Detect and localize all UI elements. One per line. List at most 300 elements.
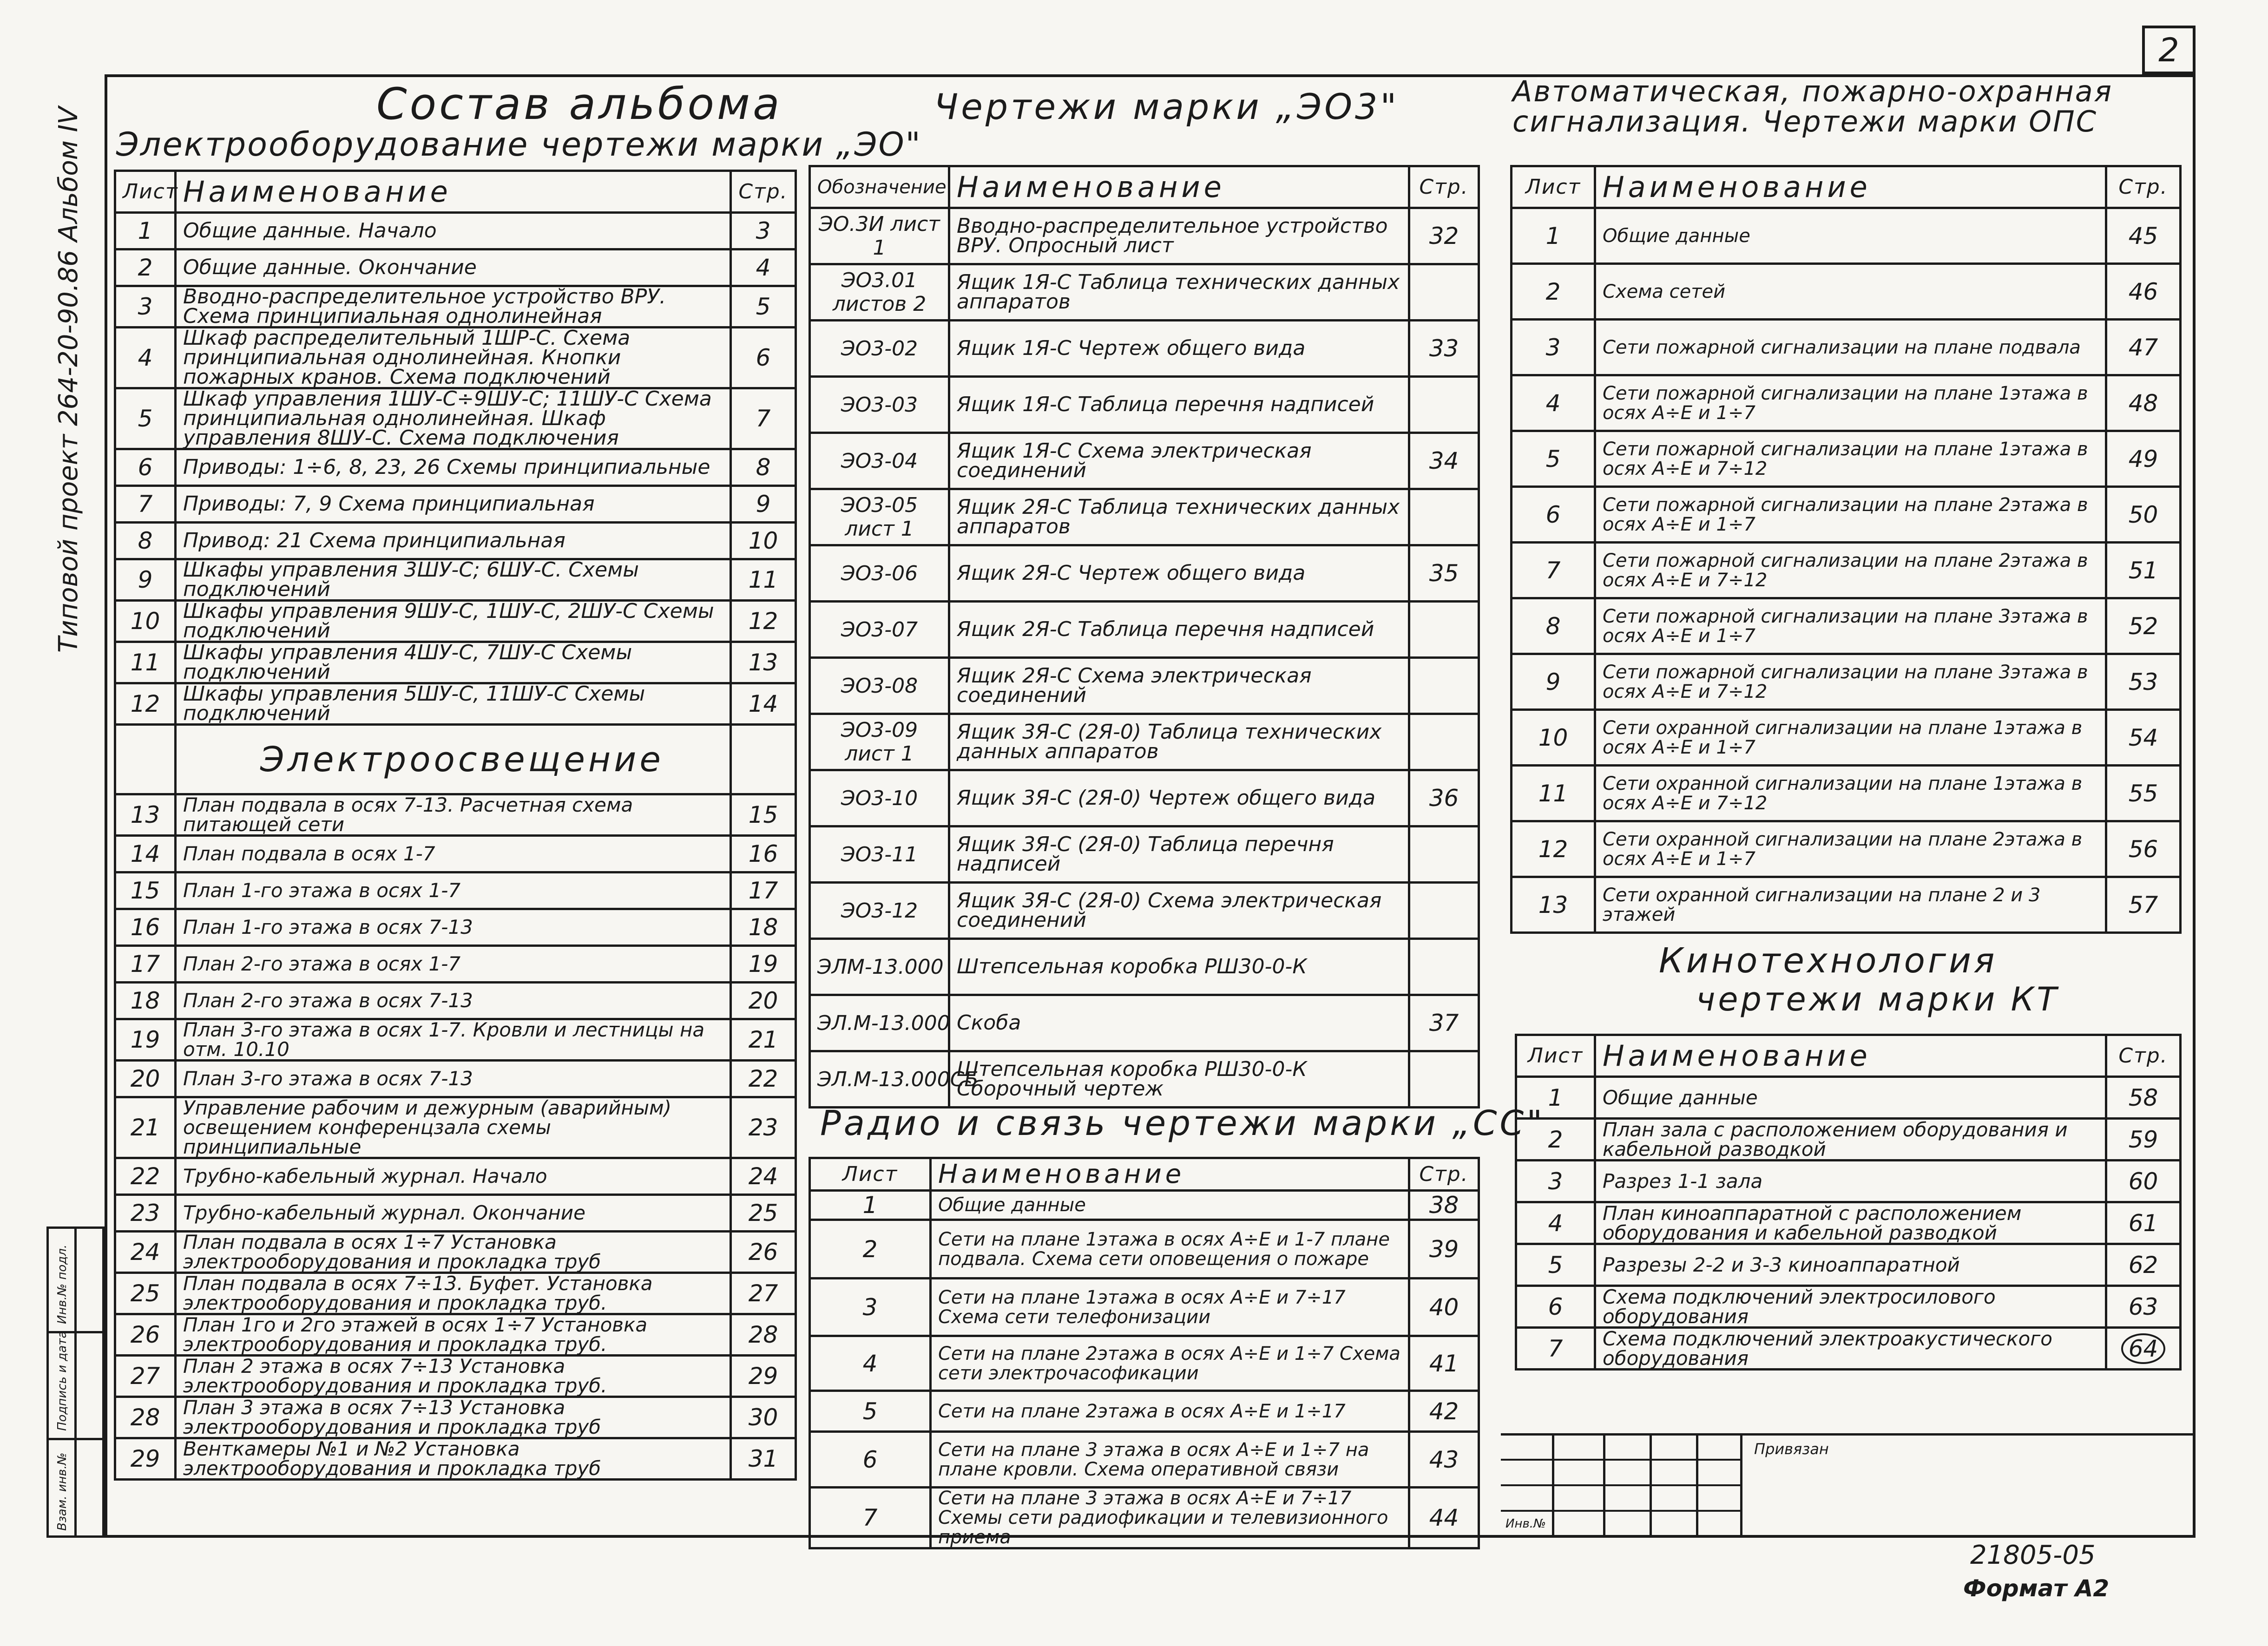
cell-name: План 3 этажа в осях 7÷13 Установка электрооборудования и прокладка труб <box>176 1397 731 1438</box>
cell-name: Сети на плане 1этажа в осях А÷Е и 7÷17 Схема сети телефонизации <box>931 1279 1409 1336</box>
table-row <box>115 1314 796 1356</box>
cell-name: Сети пожарной сигнализации на плане 2этажа в осях А÷Е и 1÷7 <box>1595 487 2106 543</box>
cell-name: План 1го и 2го этажей в осях 1÷7 Установка электрооборудования и прокладка труб. <box>176 1314 731 1356</box>
cell-name: Ящик 1Я-С Таблица технических данных аппаратов <box>949 264 1409 321</box>
table-row <box>115 1097 796 1158</box>
cell-page: 62 <box>2106 1244 2181 1286</box>
cell-name: Ящик 2Я-С Схема электрическая соединений <box>949 658 1409 714</box>
header-sheet: Лист <box>1512 166 1595 208</box>
cell-name: Схема подключений электросилового оборудования <box>1595 1286 2106 1328</box>
cell-page: 18 <box>731 909 796 946</box>
cell-name: Привод: 21 Схема принципиальная <box>176 523 731 559</box>
table-row <box>810 1488 1479 1548</box>
cell-code: ЭО3-02 <box>810 321 949 377</box>
ops-title-line1: Автоматическая, пожарно-охранная <box>1512 74 2113 108</box>
cell-name: План 2 этажа в осях 7÷13 Установка электрооборудования и прокладка труб. <box>176 1356 731 1397</box>
cell-page: 47 <box>2106 320 2181 375</box>
ops-table <box>1510 165 2182 934</box>
cell-code: ЭО.3И лист 1 <box>810 208 949 264</box>
cell-page: 58 <box>2106 1077 2181 1119</box>
cell-sheet: 19 <box>115 1019 176 1061</box>
table-row <box>115 1232 796 1273</box>
cell-name: Ящик 1Я-С Чертеж общего вида <box>949 321 1409 377</box>
table-row <box>810 377 1479 433</box>
kt-table <box>1515 1034 2182 1371</box>
cell-code: ЭО3-09 лист 1 <box>810 714 949 770</box>
cell-page: 29 <box>731 1356 796 1397</box>
table-row <box>810 545 1479 602</box>
circled-page-number: 64 <box>2121 1333 2166 1364</box>
cell-page: 19 <box>731 946 796 983</box>
cell-sheet: 12 <box>115 683 176 725</box>
cell-name: Шкафы управления 9ШУ-С, 1ШУ-С, 2ШУ-С Схемы подключений <box>176 601 731 642</box>
cell-name: План 3-го этажа в осях 1-7. Кровли и лестницы на отм. 10.10 <box>176 1019 731 1061</box>
cell-sheet: 22 <box>115 1158 176 1195</box>
table-row <box>810 1432 1479 1488</box>
table-row <box>810 264 1479 321</box>
cell-page: 55 <box>2106 766 2181 821</box>
cell-name: Сети пожарной сигнализации на плане 3этажа в осях А÷Е и 1÷7 <box>1595 598 2106 654</box>
cell-page: 33 <box>1409 321 1479 377</box>
cell-name: Сети пожарной сигнализации на плане 3этажа в осях А÷Е и 7÷12 <box>1595 654 2106 710</box>
table-row <box>1516 1328 2181 1370</box>
table-row <box>115 1438 796 1480</box>
table-row <box>115 794 796 836</box>
cell-name: Ящик 1Я-С Таблица перечня надписей <box>949 377 1409 433</box>
sheet-number: 2 <box>2142 26 2196 74</box>
cell-sheet: 13 <box>115 794 176 836</box>
table-row <box>810 1220 1479 1279</box>
table-row <box>810 321 1479 377</box>
cell-sheet: 8 <box>1512 598 1595 654</box>
table-row <box>115 836 796 872</box>
cell-sheet: 15 <box>115 872 176 909</box>
cell-page: 9 <box>731 486 796 523</box>
table-row <box>115 1195 796 1232</box>
cell-code: ЭО3-07 <box>810 602 949 658</box>
album-table <box>114 170 797 1481</box>
cell-page: 46 <box>2106 264 2181 320</box>
cell-name: Общие данные <box>1595 208 2106 264</box>
cell-page: 26 <box>731 1232 796 1273</box>
cell-name: Разрезы 2-2 и 3-3 киноаппаратной <box>1595 1244 2106 1286</box>
table-row <box>1512 375 2181 431</box>
section-title-lighting: Электроосвещение <box>176 725 731 794</box>
table-row <box>115 388 796 449</box>
cell-sheet: 1 <box>1516 1077 1595 1119</box>
cell-name: Шкаф управления 1ШУ-С÷9ШУ-С; 11ШУ-С Схема принципиальная однолинейная. Шкаф управления 8ШУ-С. Схема подключения <box>176 388 731 449</box>
cell-sheet: 27 <box>115 1356 176 1397</box>
table-row <box>115 983 796 1019</box>
cell-name: План 2-го этажа в осях 1-7 <box>176 946 731 983</box>
cell-name: Сети на плане 1этажа в осях А÷Е и 1-7 плане подвала. Схема сети оповещения о пожаре <box>931 1220 1409 1279</box>
cell-sheet: 24 <box>115 1232 176 1273</box>
cell-page: 51 <box>2106 543 2181 598</box>
cell-page: 15 <box>731 794 796 836</box>
cell-sheet: 9 <box>115 559 176 601</box>
cell-sheet: 3 <box>1516 1161 1595 1202</box>
cell-name: Ящик 2Я-С Таблица технических данных аппаратов <box>949 489 1409 545</box>
cell-name: Ящик 2Я-С Чертеж общего вида <box>949 545 1409 602</box>
cell-name: Общие данные. Начало <box>176 213 731 249</box>
cell-name: Схема сетей <box>1595 264 2106 320</box>
cell-sheet: 1 <box>115 213 176 249</box>
cell-sheet: 1 <box>1512 208 1595 264</box>
cell-name: Общие данные <box>931 1191 1409 1220</box>
table-row <box>115 249 796 286</box>
cell-page: 27 <box>731 1273 796 1314</box>
cell-page: 39 <box>1409 1220 1479 1279</box>
album-title: Состав альбома <box>376 79 782 130</box>
cell-page: 21 <box>731 1019 796 1061</box>
cell-name: Сети на плане 2этажа в осях А÷Е и 1÷17 <box>931 1391 1409 1432</box>
cell-page: 28 <box>731 1314 796 1356</box>
cell-page: 50 <box>2106 487 2181 543</box>
table-row <box>810 714 1479 770</box>
table-row <box>810 602 1479 658</box>
cell-name: Сети на плане 3 этажа в осях А÷Е и 1÷7 на плане кровли. Схема оперативной связи <box>931 1432 1409 1488</box>
cell-page <box>2106 1328 2181 1370</box>
cell-page: 54 <box>2106 710 2181 766</box>
cell-page: 49 <box>2106 431 2181 487</box>
cell-name: Ящик 3Я-С (2Я-0) Схема электрическая соединений <box>949 883 1409 939</box>
eo3-title: Чертежи марки „ЭО3" <box>934 86 1400 127</box>
cell-sheet: 3 <box>115 286 176 328</box>
cell-sheet: 18 <box>115 983 176 1019</box>
cell-name: Сети на плане 3 этажа в осях А÷Е и 7÷17 Схемы сети радиофикации и телевизионного приема <box>931 1488 1409 1548</box>
cell-name: Сети охранной сигнализации на плане 2этажа в осях А÷Е и 1÷7 <box>1595 821 2106 877</box>
cell-page: 48 <box>2106 375 2181 431</box>
cell-page: 31 <box>731 1438 796 1480</box>
cell-page: 8 <box>731 449 796 486</box>
cell-page: 42 <box>1409 1391 1479 1432</box>
table-row <box>810 1279 1479 1336</box>
table-row <box>115 601 796 642</box>
header-code: Обозначение <box>810 166 949 208</box>
table-row <box>115 449 796 486</box>
cell-sheet: 4 <box>1516 1202 1595 1244</box>
cell-code: ЭО3-03 <box>810 377 949 433</box>
table-row <box>1512 877 2181 933</box>
table-row <box>1516 1244 2181 1286</box>
cell-code: ЭЛ.М-13.000СБ <box>810 1051 949 1108</box>
cell-sheet: 7 <box>810 1488 931 1548</box>
cell-sheet: 6 <box>1516 1286 1595 1328</box>
header-name: Наименование <box>949 166 1409 208</box>
cell-name: Шкафы управления 3ШУ-С; 6ШУ-С. Схемы подключений <box>176 559 731 601</box>
table-row <box>115 909 796 946</box>
table-row <box>115 1397 796 1438</box>
cell-code: ЭО3-05 лист 1 <box>810 489 949 545</box>
header-page: Стр. <box>2106 166 2181 208</box>
cell-sheet: 13 <box>1512 877 1595 933</box>
cell-name: Ящик 3Я-С (2Я-0) Таблица перечня надписей <box>949 826 1409 883</box>
table-row <box>115 559 796 601</box>
cell-code: ЭО3-12 <box>810 883 949 939</box>
cell-page: 40 <box>1409 1279 1479 1336</box>
cell-sheet: 2 <box>810 1220 931 1279</box>
cell-sheet: 6 <box>1512 487 1595 543</box>
cell-name: Трубно-кабельный журнал. Начало <box>176 1158 731 1195</box>
cell-page: 60 <box>2106 1161 2181 1202</box>
cell-page: 5 <box>731 286 796 328</box>
cell-sheet: 5 <box>1516 1244 1595 1286</box>
cell-code: ЭЛ.М-13.000 <box>810 995 949 1051</box>
cell-sheet: 10 <box>115 601 176 642</box>
cell-page: 6 <box>731 328 796 388</box>
cell-name: Вводно-распределительное устройство ВРУ. Опросный лист <box>949 208 1409 264</box>
cell-name: Шкаф распределительный 1ШР-С. Схема принципиальная однолинейная. Кнопки пожарных кранов. Схема подключений <box>176 328 731 388</box>
cell-sheet: 3 <box>1512 320 1595 375</box>
cell-page: 52 <box>2106 598 2181 654</box>
header-name: Наименование <box>931 1158 1409 1191</box>
cell-page: 63 <box>2106 1286 2181 1328</box>
cell-name: Сети пожарной сигнализации на плане 1этажа в осях А÷Е и 7÷12 <box>1595 431 2106 487</box>
cell-name: Разрез 1-1 зала <box>1595 1161 2106 1202</box>
cell-sheet: 12 <box>1512 821 1595 877</box>
cell-page: 38 <box>1409 1191 1479 1220</box>
cell-page: 20 <box>731 983 796 1019</box>
cell-name: Сети пожарной сигнализации на плане подвала <box>1595 320 2106 375</box>
cell-page: 7 <box>731 388 796 449</box>
cell-page <box>1409 883 1479 939</box>
cell-name: План 1-го этажа в осях 1-7 <box>176 872 731 909</box>
table-row <box>810 939 1479 995</box>
table-row <box>115 523 796 559</box>
cell-name: Шкафы управления 4ШУ-С, 7ШУ-С Схемы подключений <box>176 642 731 683</box>
table-row <box>115 683 796 725</box>
table-row <box>115 642 796 683</box>
header-name: Наименование <box>1595 166 2106 208</box>
header-name: Наименование <box>176 171 731 213</box>
cell-name: План подвала в осях 7-13. Расчетная схема питающей сети <box>176 794 731 836</box>
cell-sheet: 23 <box>115 1195 176 1232</box>
section-row <box>115 725 796 794</box>
eo3-table <box>809 165 1480 1108</box>
cell-sheet: 7 <box>115 486 176 523</box>
cell-sheet: 20 <box>115 1061 176 1097</box>
table-row <box>1512 264 2181 320</box>
cell-sheet: 4 <box>1512 375 1595 431</box>
cell-sheet: 5 <box>115 388 176 449</box>
cell-code: ЭО3-04 <box>810 433 949 489</box>
table-row <box>1512 710 2181 766</box>
cell-sheet: 4 <box>810 1336 931 1391</box>
cell-page: 11 <box>731 559 796 601</box>
attached-label: Привязан <box>1754 1440 1829 1458</box>
cell-code: ЭЛМ-13.000 <box>810 939 949 995</box>
cell-page <box>1409 264 1479 321</box>
cell-sheet: 25 <box>115 1273 176 1314</box>
table-row <box>810 1391 1479 1432</box>
cell-sheet: 5 <box>810 1391 931 1432</box>
cell-name: План зала с расположением оборудования и кабельной разводкой <box>1595 1119 2106 1161</box>
cell-page <box>1409 1051 1479 1108</box>
cell-page: 30 <box>731 1397 796 1438</box>
header-page: Стр. <box>731 171 796 213</box>
cell-page: 57 <box>2106 877 2181 933</box>
cell-code: ЭО3-11 <box>810 826 949 883</box>
table-row <box>810 995 1479 1051</box>
cell-page <box>1409 826 1479 883</box>
cell-name: План 3-го этажа в осях 7-13 <box>176 1061 731 1097</box>
cell-name: План подвала в осях 1÷7 Установка электрооборудования и прокладка труб <box>176 1232 731 1273</box>
cell-sheet: 5 <box>1512 431 1595 487</box>
cell-name: Общие данные. Окончание <box>176 249 731 286</box>
cell-sheet: 3 <box>810 1279 931 1336</box>
cell-page <box>1409 658 1479 714</box>
cell-page: 32 <box>1409 208 1479 264</box>
cell-name: Приводы: 7, 9 Схема принципиальная <box>176 486 731 523</box>
cell-sheet: 10 <box>1512 710 1595 766</box>
table-row <box>1516 1077 2181 1119</box>
cell-sheet: 2 <box>1512 264 1595 320</box>
cell-sheet: 17 <box>115 946 176 983</box>
cell-page <box>1409 714 1479 770</box>
table-row <box>115 486 796 523</box>
cell-page: 37 <box>1409 995 1479 1051</box>
table-row <box>115 1061 796 1097</box>
cell-sheet: 2 <box>115 249 176 286</box>
cell-page: 56 <box>2106 821 2181 877</box>
cell-page: 12 <box>731 601 796 642</box>
cell-sheet: 14 <box>115 836 176 872</box>
cell-sheet: 21 <box>115 1097 176 1158</box>
cell-name: Сети охранной сигнализации на плане 1этажа в осях А÷Е и 7÷12 <box>1595 766 2106 821</box>
cell-page: 22 <box>731 1061 796 1097</box>
cell-name: Шкафы управления 5ШУ-С, 11ШУ-С Схемы подключений <box>176 683 731 725</box>
cell-name: Управление рабочим и дежурным (аварийным) освещением конференцзала схемы принципиальные <box>176 1097 731 1158</box>
cell-page: 24 <box>731 1158 796 1195</box>
cell-code: ЭО3-10 <box>810 770 949 826</box>
cell-name: Вводно-распределительное устройство ВРУ. Схема принципиальная однолинейная <box>176 286 731 328</box>
table-row <box>1512 821 2181 877</box>
cell-page: 14 <box>731 683 796 725</box>
cell-sheet: 2 <box>1516 1119 1595 1161</box>
table-row <box>1512 543 2181 598</box>
header-page: Стр. <box>1409 1158 1479 1191</box>
table-row <box>115 1356 796 1397</box>
table-row <box>810 208 1479 264</box>
cell-name: Сети охранной сигнализации на плане 1этажа в осях А÷Е и 1÷7 <box>1595 710 2106 766</box>
cell-page <box>1409 377 1479 433</box>
cell-name: Ящик 3Я-С (2Я-0) Таблица технических данных аппаратов <box>949 714 1409 770</box>
table-row <box>115 872 796 909</box>
cell-name: Ящик 2Я-С Таблица перечня надписей <box>949 602 1409 658</box>
cell-page: 36 <box>1409 770 1479 826</box>
stamp-label-signature: Подпись и дата <box>55 1331 69 1431</box>
cell-page: 35 <box>1409 545 1479 602</box>
cell-name: Приводы: 1÷6, 8, 23, 26 Схемы принципиальные <box>176 449 731 486</box>
cell-page: 16 <box>731 836 796 872</box>
cell-code: ЭО3-08 <box>810 658 949 714</box>
table-row <box>810 1051 1479 1108</box>
ss-table <box>809 1157 1480 1549</box>
table-row <box>1512 598 2181 654</box>
cell-page: 13 <box>731 642 796 683</box>
cell-sheet: 6 <box>810 1432 931 1488</box>
cell-code: ЭО3-06 <box>810 545 949 602</box>
cell-sheet: 7 <box>1512 543 1595 598</box>
cell-page: 43 <box>1409 1432 1479 1488</box>
cell-sheet: 11 <box>1512 766 1595 821</box>
cell-sheet: 7 <box>1516 1328 1595 1370</box>
cell-sheet: 4 <box>115 328 176 388</box>
table-row <box>810 883 1479 939</box>
stamp-label-inv: Инв.№ подл. <box>55 1244 69 1324</box>
document-code: 21805-05 <box>1970 1540 2096 1570</box>
cell-sheet: 29 <box>115 1438 176 1480</box>
cell-sheet: 8 <box>115 523 176 559</box>
cell-name: Схема подключений электроакустического оборудования <box>1595 1328 2106 1370</box>
header-page: Стр. <box>1409 166 1479 208</box>
cell-page: 41 <box>1409 1336 1479 1391</box>
table-row <box>810 658 1479 714</box>
table-row <box>1512 487 2181 543</box>
header-sheet: Лист <box>1516 1035 1595 1077</box>
table-row <box>115 1019 796 1061</box>
cell-page: 44 <box>1409 1488 1479 1548</box>
cell-page: 4 <box>731 249 796 286</box>
cell-name: Штепсельная коробка РШ30-0-К Сборочный чертеж <box>949 1051 1409 1108</box>
cell-sheet: 16 <box>115 909 176 946</box>
table-row <box>810 1191 1479 1220</box>
table-row <box>115 946 796 983</box>
kt-title-line2: чертежи марки КТ <box>1696 980 2060 1018</box>
album-subtitle: Электрооборудование чертежи марки „ЭО" <box>116 125 922 164</box>
table-row <box>115 328 796 388</box>
cell-page: 23 <box>731 1097 796 1158</box>
table-row <box>115 286 796 328</box>
table-row <box>1512 431 2181 487</box>
table-row <box>1516 1286 2181 1328</box>
cell-page: 25 <box>731 1195 796 1232</box>
header-sheet: Лист <box>810 1158 931 1191</box>
cell-sheet: 9 <box>1512 654 1595 710</box>
cell-name: Штепсельная коробка РШ30-0-К <box>949 939 1409 995</box>
table-row <box>1516 1119 2181 1161</box>
cell-name: Венткамеры №1 и №2 Установка электрооборудования и прокладка труб <box>176 1438 731 1480</box>
cell-page: 61 <box>2106 1202 2181 1244</box>
cell-page: 59 <box>2106 1119 2181 1161</box>
kt-title-line1: Кинотехнология <box>1659 941 1998 981</box>
cell-name: Сети пожарной сигнализации на плане 1этажа в осях А÷Е и 1÷7 <box>1595 375 2106 431</box>
project-title-vertical: Типовой проект 264-20-90.86 Альбом IV <box>53 106 84 653</box>
cell-name: Трубно-кабельный журнал. Окончание <box>176 1195 731 1232</box>
table-row <box>810 433 1479 489</box>
cell-code: ЭО3.01 листов 2 <box>810 264 949 321</box>
table-row <box>1512 654 2181 710</box>
table-row <box>1512 208 2181 264</box>
cell-name: Ящик 1Я-С Схема электрическая соединений <box>949 433 1409 489</box>
table-row <box>1516 1202 2181 1244</box>
paper-format: Формат А2 <box>1963 1575 2110 1602</box>
table-row <box>115 1273 796 1314</box>
table-row <box>810 826 1479 883</box>
header-name: Наименование <box>1595 1035 2106 1077</box>
ops-title-line2: сигнализация. Чертежи марки ОПС <box>1512 105 2097 138</box>
cell-sheet: 1 <box>810 1191 931 1220</box>
table-row <box>810 770 1479 826</box>
table-row <box>810 1336 1479 1391</box>
cell-name: План подвала в осях 7÷13. Буфет. Установка электрооборудования и прокладка труб. <box>176 1273 731 1314</box>
cell-name: План подвала в осях 1-7 <box>176 836 731 872</box>
cell-sheet: 28 <box>115 1397 176 1438</box>
header-sheet: Лист <box>115 171 176 213</box>
cell-sheet: 6 <box>115 449 176 486</box>
stamp-box <box>46 1226 105 1538</box>
cell-name: План 1-го этажа в осях 7-13 <box>176 909 731 946</box>
